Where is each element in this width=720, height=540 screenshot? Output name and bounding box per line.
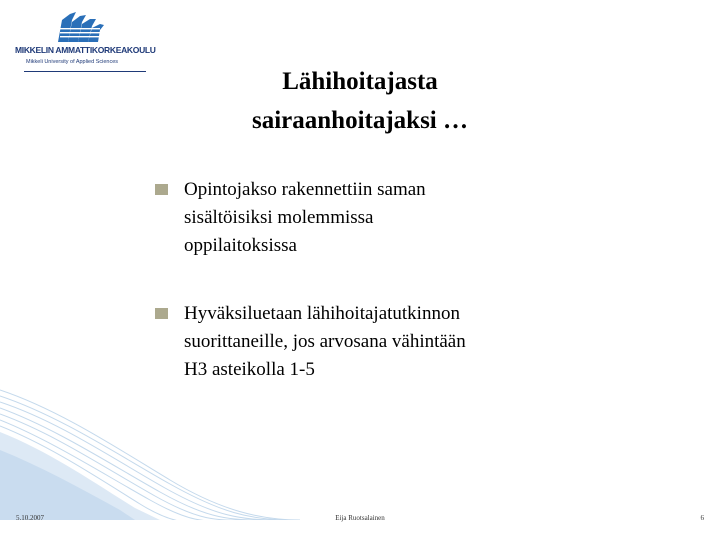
institution-logo: [10, 8, 156, 70]
footer-author: Eija Ruotsalainen: [335, 514, 385, 522]
page-number: 6: [700, 514, 704, 522]
logo-divider: [24, 71, 146, 72]
slide-title-line: sairaanhoitajaksi …: [251, 107, 468, 134]
bullet-text-line: Opintojakso rakennettiin saman: [184, 179, 426, 200]
bullet-list: [155, 176, 575, 384]
bullet-text-line: suorittaneille, jos arvosana vähintään: [184, 331, 466, 352]
decorative-waves: [0, 370, 720, 520]
slide-title: [160, 62, 560, 140]
square-bullet-icon: [155, 184, 168, 195]
bullet-text-line: H3 asteikolla 1-5: [184, 359, 315, 380]
bullet-text-line: Hyväksiluetaan lähihoitajatutkinnon: [184, 303, 460, 324]
slide-title-line: Lähihoitajasta: [282, 68, 438, 95]
bullet-text-line: sisältöisiksi molemmissa: [184, 207, 374, 228]
logo-institution-name: MIKKELIN AMMATTIKORKEAKOULU: [15, 45, 156, 55]
square-bullet-icon: [155, 308, 168, 319]
bullet-item: [155, 300, 575, 384]
bullet-text-line: oppilaitoksissa: [184, 235, 297, 256]
logo-subtitle: Mikkeli University of Applied Sciences: [26, 59, 119, 65]
bullet-item: [155, 176, 575, 260]
footer-date: 5.10.2007: [16, 514, 44, 522]
wave-emblem-icon: [10, 8, 150, 48]
